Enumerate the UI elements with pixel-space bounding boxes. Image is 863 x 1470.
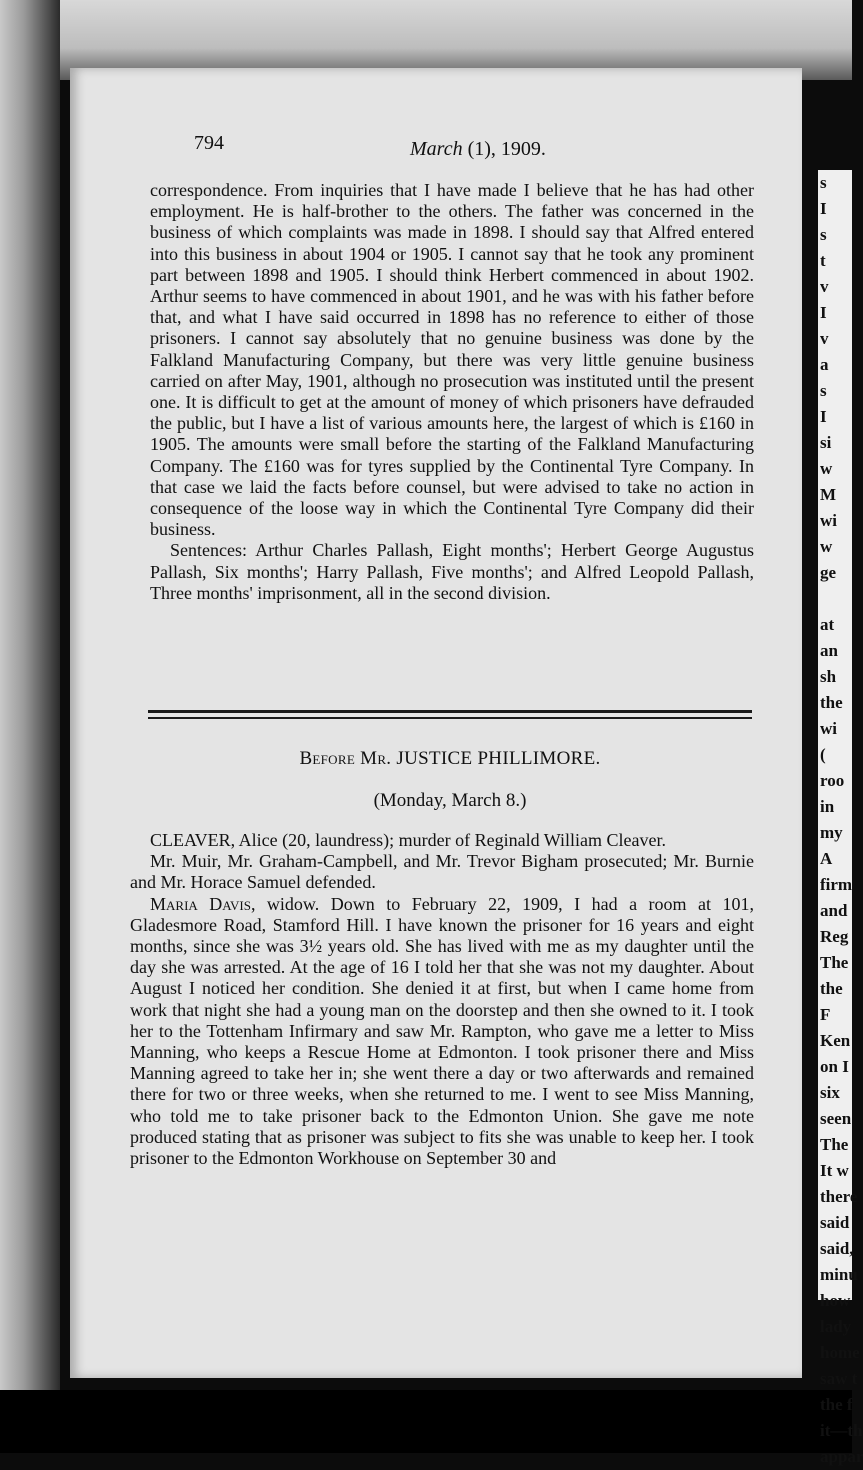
section-heading: Before Mr. JUSTICE PHILLIMORE. (299, 748, 601, 769)
adjacent-fragment: an (820, 641, 838, 660)
adjacent-fragment: t (820, 251, 826, 270)
adjacent-fragment: home (820, 1343, 860, 1362)
witness-testimony: , widow. Down to February 22, 1909, I had a room at 101, Gladesmore Road, Stamford Hill. I have known the prisoner for 16 years and eight months, since she was 3½ years old. She has lived with me as my daughter until the day she was arrested. At the age of 16 I told her that she was not my daughter. About August I noticed her condition. She denied it at first, but when I came home from work that night she had a young man on the doorstep and then she owned to it. I took her to the Tottenham Infirmary and saw Mr. Rampton, who gave me a letter to Miss Manning, who keeps a Rescue Home at Edmonton. I took prisoner there and Miss Manning agreed to take her in; she went there a day or two afterwards and remained there for two or three weeks, when she returned to me. I went to see Miss Manning, who told me to take prisoner back to the Edmonton Union. She gave me note produced stating that as prisoner was subject to fits she was unable to keep her. I took prisoner to the Edmonton Workhouse on September 30 and (130, 893, 755, 1169)
text-block-case (130, 830, 754, 1169)
adjacent-fragment: the f (820, 1395, 853, 1414)
adjacent-fragment: s (820, 173, 827, 192)
adjacent-fragment: the (820, 693, 843, 712)
text-block-continuation (150, 180, 754, 604)
adjacent-fragment: minu (820, 1265, 858, 1284)
adjacent-fragment: a (820, 355, 829, 374)
adjacent-fragment: firm (820, 875, 853, 894)
adjacent-fragment: said (820, 1213, 850, 1232)
running-head-month: March (410, 138, 463, 160)
adjacent-fragment: wi (820, 511, 837, 530)
adjacent-fragment: it—th (820, 1421, 863, 1440)
adjacent-fragment: saw t (820, 1369, 858, 1388)
running-head (410, 138, 546, 161)
adjacent-fragment: lady (820, 1317, 852, 1336)
adjacent-fragment: six (820, 1083, 840, 1102)
book-spine-edge (0, 0, 60, 1453)
adjacent-fragment: w (820, 537, 833, 556)
adjacent-fragment (818, 586, 852, 612)
adjacent-fragment: in (820, 797, 835, 816)
case-title: CLEAVER, Alice (20, laundress); murder of Reginald William Cleaver. (150, 830, 667, 850)
paragraph-sentences: Sentences: Arthur Charles Pallash, Eight months'; Herbert George Augustus Pallash, Six months'; Harry Pallash, Five months'; and Alfred Leopold Pallash, Three months' imprisonment, all in the second division. (150, 540, 754, 603)
adjacent-fragment: the (820, 979, 843, 998)
adjacent-fragment: w (820, 459, 833, 478)
adjacent-fragment: at (820, 615, 835, 634)
adjacent-fragment: roo (820, 771, 845, 790)
adjacent-fragment: The (820, 1135, 849, 1154)
adjacent-fragment: on I (820, 1057, 849, 1076)
adjacent-fragment: A (820, 849, 833, 868)
adjacent-fragment: I (820, 303, 827, 322)
adjacent-fragment: I (820, 407, 827, 426)
adjacent-fragment: ge (820, 563, 837, 582)
session-date: (Monday, March 8.) (373, 790, 527, 811)
adjacent-fragment: F (820, 1005, 831, 1024)
adjacent-fragment: seen (820, 1109, 852, 1128)
running-head-date: (1), 1909. (467, 138, 546, 160)
adjacent-fragment: s (820, 381, 827, 400)
adjacent-fragment: my (820, 823, 843, 842)
adjacent-page-edge (818, 170, 863, 1466)
adjacent-fragment: The (820, 953, 849, 972)
counsel-paragraph: Mr. Muir, Mr. Graham-Campbell, and Mr. Trevor Bigham prosecuted; Mr. Burnie and Mr. Horace Samuel defended. (130, 851, 754, 893)
section-divider-thick (148, 710, 752, 713)
adjacent-fragment: and (820, 901, 848, 920)
adjacent-fragment: Ken (820, 1031, 851, 1050)
adjacent-fragment: si (820, 433, 832, 452)
adjacent-fragment: v (820, 329, 829, 348)
adjacent-fragment: s (820, 225, 827, 244)
adjacent-fragment: I (820, 199, 827, 218)
adjacent-fragment: M (820, 485, 837, 504)
paragraph-continuation: correspondence. From inquiries that I have made I believe that he has had other employment. He is half-brother to the others. The father was concerned in the business of which complaints was made in 1898. I should say that Alfred entered into this business in about 1904 or 1905. I cannot say that he took any prominent part between 1898 and 1905. I should think Herbert commenced in about 1902. Arthur seems to have commenced in about 1901, and he was with his father before that, and what I have said occurred in 1898 has no reference to either of those prisoners. I cannot say absolutely that no genuine business was done by the Falkland Manufacturing Company, but there was very little genuine business carried on after May, 1901, although no prosecution was instituted until the present one. It is difficult to get at the amount of money of which prisoners have defrauded the public, but I have a list of various amounts here, the largest of which is £160 in 1905. The amounts were small before the starting of the Falkland Manufacturing Company. The £160 was for tyres supplied by the Continental Tyre Company. In that case we laid the facts before counsel, but were advised to take no action in consequence of the loose way in which the Continental Tyre Company did their business. (150, 180, 754, 540)
adjacent-fragment: ( (820, 745, 826, 764)
adjacent-fragment: Reg (820, 927, 849, 946)
witness-name: Maria Davis (150, 893, 251, 914)
adjacent-fragment: sh (820, 667, 837, 686)
adjacent-fragment: appar (820, 1447, 863, 1466)
page-header (194, 132, 574, 162)
scan-bottom-border (0, 1390, 863, 1453)
adjacent-fragment: there (820, 1187, 858, 1206)
adjacent-fragment: wi (820, 719, 837, 738)
section-divider-thin (148, 717, 752, 719)
adjacent-fragment: said, (820, 1239, 854, 1258)
page-number: 794 (194, 132, 224, 154)
adjacent-fragment: v (820, 277, 829, 296)
adjacent-fragment: how (820, 1291, 851, 1310)
witness-paragraph (130, 894, 754, 1170)
adjacent-fragment: It w (820, 1161, 849, 1180)
